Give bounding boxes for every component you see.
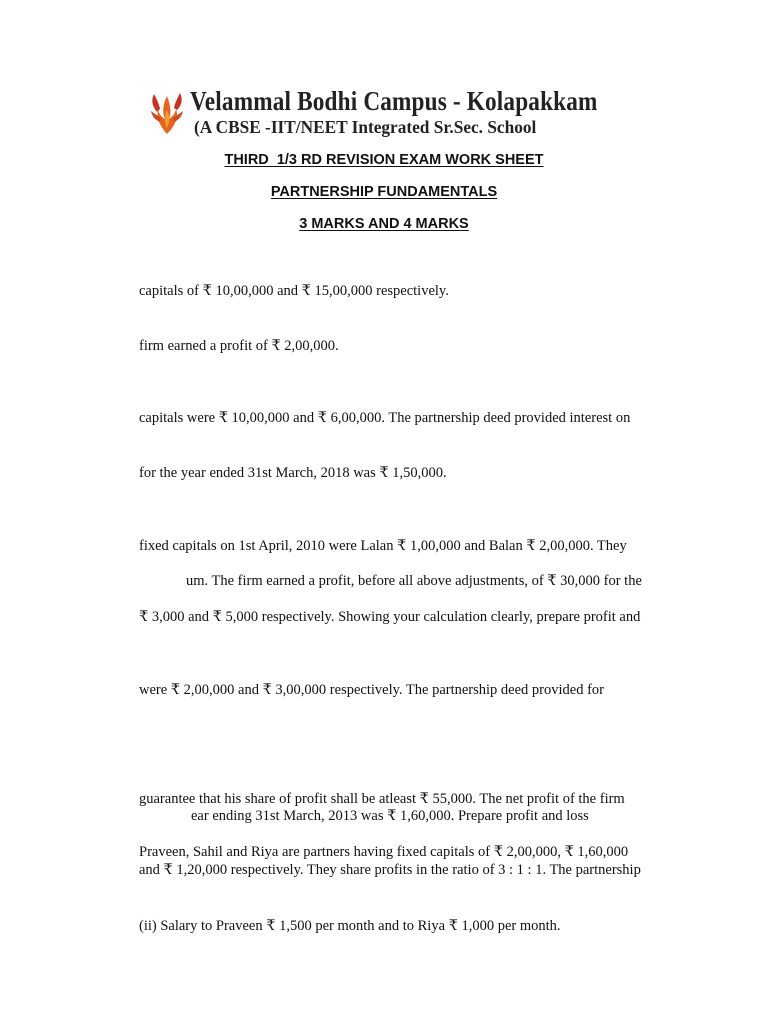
school-subtitle: (A CBSE -IIT/NEET Integrated Sr.Sec. School — [194, 117, 537, 137]
text-line: (ii) Salary to Praveen ₹ 1,500 per month and to Riya ₹ 1,000 per month. — [139, 918, 561, 934]
text-line: were ₹ 2,00,000 and ₹ 3,00,000 respectively. The partnership deed provided for — [139, 682, 604, 698]
topic-title: PARTNERSHIP FUNDAMENTALS — [270, 184, 498, 200]
flame-emblem-logo-icon — [148, 88, 186, 136]
text-line: fixed capitals on 1st April, 2010 were Lalan ₹ 1,00,000 and Balan ₹ 2,00,000. They — [139, 538, 627, 554]
text-line: capitals were ₹ 10,00,000 and ₹ 6,00,000. The partnership deed provided interest on — [139, 410, 631, 426]
text-line: um. The firm earned a profit, before all above adjustments, of ₹ 30,000 for the — [186, 573, 642, 589]
text-line: ear ending 31st March, 2013 was ₹ 1,60,000. Prepare profit and loss — [191, 808, 589, 824]
text-line: Praveen, Sahil and Riya are partners having fixed capitals of ₹ 2,00,000, ₹ 1,60,000 — [139, 844, 629, 860]
school-name: Velammal Bodhi Campus - Kolapakkam — [190, 86, 598, 116]
text-line: ₹ 3,000 and ₹ 5,000 respectively. Showing your calculation clearly, prepare profit and — [139, 609, 641, 625]
text-line: and ₹ 1,20,000 respectively. They share profits in the ratio of 3 : 1 : 1. The partnership — [139, 862, 641, 878]
text-line: for the year ended 31st March, 2018 was ₹ 1,50,000. — [139, 465, 447, 481]
text-line: guarantee that his share of profit shall be atleast ₹ 55,000. The net profit of the firm — [139, 791, 625, 807]
text-line: capitals of ₹ 10,00,000 and ₹ 15,00,000 respectively. — [139, 283, 449, 299]
text-line: firm earned a profit of ₹ 2,00,000. — [139, 338, 339, 354]
marks-title: 3 MARKS AND 4 MARKS — [299, 216, 469, 232]
worksheet-title: THIRD 1/3 RD REVISION EXAM WORK SHEET — [224, 152, 544, 168]
